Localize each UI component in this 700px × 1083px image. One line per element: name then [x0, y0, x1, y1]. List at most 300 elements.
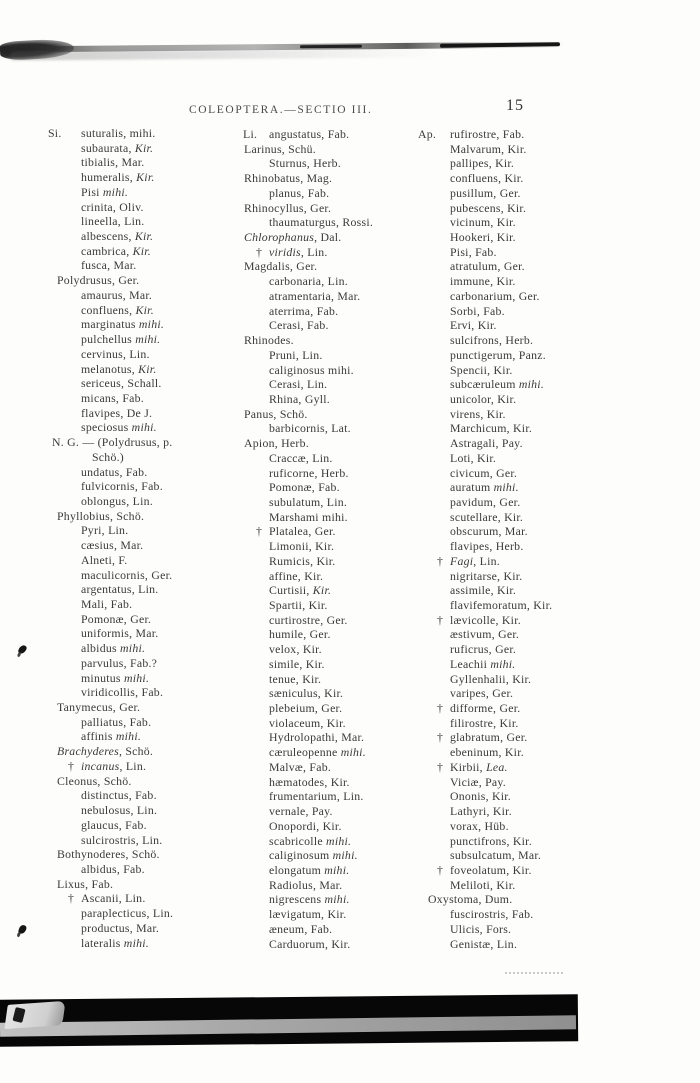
taxon-text: pallipes, Kir.: [450, 156, 515, 171]
taxon-line: [418, 259, 668, 274]
taxon-line: [418, 318, 668, 333]
taxon-line: [418, 878, 668, 893]
taxon-line: [48, 553, 240, 568]
taxon-text: paraplecticus, Lin.: [81, 906, 174, 921]
taxon-line: [418, 554, 668, 569]
taxon-line: [418, 201, 668, 216]
taxon-line: [48, 597, 240, 612]
taxon-line: [418, 245, 668, 260]
taxon-line: [243, 348, 423, 363]
taxon-line: [418, 274, 668, 289]
taxon-line: [243, 186, 423, 201]
taxon-text: elongatum: [269, 862, 325, 877]
taxon-text: fuscirostris, Fab.: [450, 907, 534, 922]
taxon-text: Pyri, Lin.: [81, 523, 129, 538]
taxon-line: [243, 407, 423, 422]
taxon-text: glaucus, Fab.: [81, 817, 147, 832]
ink-speck: [17, 644, 27, 655]
dagger-mark: †: [68, 758, 75, 773]
taxon-text: affinis: [81, 729, 116, 744]
taxon-text: nebulosus, Lin.: [81, 803, 158, 818]
taxon-line: [418, 775, 668, 790]
taxon-text: parvulus, Fab.?: [81, 655, 158, 670]
taxon-line: [418, 819, 668, 834]
taxon-text: albescens,: [81, 229, 135, 244]
taxon-text: sulcirostris, Lin.: [81, 832, 163, 847]
taxon-line: [48, 921, 240, 936]
taxon-text: carbonarium, Ger.: [450, 288, 540, 303]
page-header-title: COLEOPTERA.—SECTIO III.: [189, 104, 373, 116]
taxon-line: [243, 363, 423, 378]
scan-dotted-marks: [505, 972, 563, 976]
taxon-text: sulcifrons, Herb.: [450, 333, 534, 348]
taxon-text-italic: Kir.: [132, 243, 152, 258]
taxon-text: , Dal.: [314, 230, 342, 245]
taxon-line: [418, 510, 668, 525]
taxon-text: difforme, Ger.: [450, 701, 521, 716]
taxon-line: [48, 126, 240, 141]
taxon-line: [418, 937, 668, 952]
taxon-text-italic: Lea.: [486, 759, 508, 774]
taxon-line: [243, 583, 423, 598]
taxon-line: [48, 450, 240, 465]
taxon-text: Sturnus, Herb.: [269, 156, 341, 171]
taxon-text: Malvarum, Kir.: [450, 141, 527, 156]
taxon-text: virens, Kir.: [450, 406, 506, 421]
taxon-text-italic: mihi.: [102, 184, 129, 199]
taxon-text-italic: Kir.: [312, 583, 332, 598]
genus-abbreviation: Ap.: [418, 127, 437, 141]
taxon-line: [243, 421, 423, 436]
taxon-line: [48, 288, 240, 303]
taxon-text: subsulcatum, Mar.: [450, 848, 542, 863]
taxon-line: [48, 391, 240, 406]
taxon-text: Gyllenhalii, Kir.: [450, 671, 532, 686]
taxon-text: humeralis,: [81, 170, 137, 185]
taxon-line: [418, 672, 668, 687]
taxon-text: atramentaria, Mar.: [269, 288, 361, 303]
taxon-text: curtirostre, Ger.: [269, 612, 348, 627]
taxon-line: [48, 229, 240, 244]
taxon-text: Genistæ, Lin.: [450, 936, 518, 951]
taxon-text: Pomonæ, Ger.: [81, 611, 152, 626]
taxon-text: vicinum, Kir.: [450, 215, 516, 230]
taxon-line: [48, 744, 240, 759]
taxon-line: [48, 141, 240, 156]
taxon-line: [48, 788, 240, 803]
taxon-line: [48, 671, 240, 686]
taxon-text: atratulum, Ger.: [450, 259, 525, 274]
taxon-text: , Lin.: [119, 758, 147, 773]
taxon-text: filirostre, Kir.: [450, 715, 519, 730]
taxon-line: [418, 289, 668, 304]
taxon-text-italic: mihi.: [490, 656, 516, 671]
taxon-line: [243, 672, 423, 687]
taxon-text: frumentarium, Lin.: [269, 789, 364, 804]
taxon-line: [48, 729, 240, 744]
taxon-line: [418, 613, 668, 628]
taxon-line: [243, 171, 423, 186]
taxon-line: [418, 686, 668, 701]
taxon-text: confluens, Kir.: [450, 171, 524, 186]
taxon-text: nigrescens: [269, 892, 325, 907]
taxon-line: [418, 804, 668, 819]
taxon-line: [418, 480, 668, 495]
taxon-text: pavidum, Ger.: [450, 494, 521, 509]
taxon-text: Loti, Kir.: [450, 450, 497, 465]
taxon-text-italic: Kir.: [135, 302, 154, 317]
taxon-text-italic: mihi.: [135, 332, 161, 347]
taxon-line: [243, 686, 423, 701]
taxon-line: [243, 156, 423, 171]
taxon-line: [418, 569, 668, 584]
taxon-text: Cerasi, Fab.: [269, 318, 329, 333]
taxon-text: plebeium, Ger.: [269, 701, 343, 716]
taxon-text: distinctus, Fab.: [81, 788, 157, 803]
taxon-text: tibialis, Mar.: [81, 155, 145, 170]
taxon-text: , Lin.: [473, 553, 501, 568]
taxon-text: Rhinocyllus, Ger.: [244, 200, 332, 215]
taxon-line: [243, 436, 423, 451]
taxon-text: pusillum, Ger.: [450, 185, 521, 200]
taxon-line: [48, 273, 240, 288]
taxon-line: [48, 200, 240, 215]
taxon-line: [48, 523, 240, 538]
taxon-text: Phyllobius, Schö.: [57, 508, 145, 523]
taxon-line: [418, 142, 668, 157]
taxon-line: [48, 612, 240, 627]
taxon-text: Tanymecus, Ger.: [57, 700, 141, 715]
taxon-line: [243, 922, 423, 937]
taxon-line: [48, 700, 240, 715]
taxon-text: Platalea, Ger.: [269, 524, 336, 539]
taxon-text: lineella, Lin.: [81, 214, 145, 229]
taxon-text: nigritarse, Kir.: [450, 568, 523, 583]
taxon-line: [243, 466, 423, 481]
taxon-line: [48, 626, 240, 641]
taxon-text: Radiolus, Mar.: [269, 877, 343, 892]
genus-abbreviation: Si.: [48, 126, 62, 140]
taxon-line: [243, 569, 423, 584]
taxon-text: caliginosum: [269, 848, 333, 863]
taxon-line: [418, 627, 668, 642]
taxon-text: undatus, Fab.: [81, 464, 148, 479]
taxon-text-italic: mihi.: [340, 745, 366, 760]
taxon-text: speciosus: [81, 420, 132, 435]
taxon-text: suturalis, mihi.: [81, 126, 156, 140]
taxon-text: viridicollis, Fab.: [81, 685, 164, 700]
taxon-text: Oxystoma, Dum.: [428, 892, 513, 907]
taxon-line: [418, 716, 668, 731]
taxon-line: [243, 878, 423, 893]
taxon-text: humile, Ger.: [269, 627, 331, 642]
taxon-text: Carduorum, Kir.: [269, 936, 351, 951]
taxon-line: [243, 127, 423, 142]
taxon-text: aterrima, Fab.: [269, 303, 339, 318]
taxon-text: marginatus: [81, 317, 139, 332]
taxon-line: [243, 775, 423, 790]
taxon-line: [243, 377, 423, 392]
dagger-mark: †: [68, 891, 75, 906]
taxon-text: N. G. — (Polydrusus, p.: [52, 435, 173, 450]
taxon-line: [243, 480, 423, 495]
taxon-text-italic: Kir.: [138, 361, 157, 376]
taxon-line: [418, 215, 668, 230]
taxon-text: Rhina, Gyll.: [269, 391, 330, 406]
taxon-text: obscurum, Mar.: [450, 524, 528, 539]
taxon-text: foveolatum, Kir.: [450, 862, 532, 877]
taxon-line: [243, 937, 423, 952]
taxon-line: [243, 142, 423, 157]
taxon-text: vernale, Pay.: [269, 804, 333, 819]
taxon-line: [48, 833, 240, 848]
taxon-text: palliatus, Fab.: [81, 714, 152, 729]
taxon-text: Pomonæ, Fab.: [269, 480, 340, 495]
taxon-text: , Lin.: [300, 244, 328, 259]
taxon-line: [243, 834, 423, 849]
taxon-text: vorax, Hüb.: [450, 818, 509, 833]
taxon-line: [48, 774, 240, 789]
taxon-text: lateralis: [81, 935, 124, 950]
taxon-text: cæruleopenne: [269, 745, 341, 760]
taxon-line: [243, 201, 423, 216]
taxon-text: Magdalis, Ger.: [244, 259, 318, 274]
taxon-line: [48, 406, 240, 421]
taxon-line: [48, 656, 240, 671]
taxon-line: [418, 598, 668, 613]
taxon-line: [243, 819, 423, 834]
taxon-line: [418, 760, 668, 775]
taxon-text: Craccæ, Lin.: [269, 450, 333, 465]
taxon-line: [243, 701, 423, 716]
ink-speck: [18, 924, 27, 935]
taxon-text-italic: mihi.: [115, 729, 142, 744]
page-number: 15: [506, 97, 524, 114]
taxon-line: [418, 186, 668, 201]
taxon-line: [243, 554, 423, 569]
taxon-text-italic: Brachyderes: [57, 744, 119, 759]
taxon-text: confluens,: [81, 302, 136, 317]
taxon-text: fusca, Mar.: [81, 258, 137, 273]
taxon-text: cæsius, Mar.: [81, 538, 144, 553]
taxon-text: Cleonus, Schö.: [57, 773, 132, 788]
taxon-line: [48, 170, 240, 185]
taxa-column-1: [48, 126, 240, 950]
taxon-line: [243, 259, 423, 274]
taxon-text: cambrica,: [81, 243, 133, 258]
taxon-line: [418, 701, 668, 716]
taxon-text: sericeus, Schall.: [81, 376, 162, 391]
taxon-text: Ervi, Kir.: [450, 318, 497, 333]
taxon-text: Kirbii,: [450, 759, 487, 774]
taxon-text: hæmatodes, Kir.: [269, 774, 350, 789]
taxon-line: [418, 495, 668, 510]
taxon-line: [418, 922, 668, 937]
taxon-line: [243, 510, 423, 525]
taxon-line: [418, 848, 668, 863]
taxon-text: lævigatum, Kir.: [269, 907, 347, 922]
taxon-text: Rhinobatus, Mag.: [244, 171, 333, 186]
taxon-line: [243, 613, 423, 628]
taxon-text-italic: Kir.: [136, 170, 155, 185]
taxon-text: violaceum, Kir.: [269, 715, 346, 730]
taxon-text: subcæruleum: [450, 377, 519, 392]
taxon-text: uniformis, Mar.: [81, 626, 159, 641]
taxon-text: Lathyri, Kir.: [450, 804, 512, 819]
taxon-line: [243, 230, 423, 245]
taxon-text: cervinus, Lin.: [81, 346, 150, 361]
taxon-text: Astragali, Pay.: [450, 436, 523, 451]
taxon-text: micans, Fab.: [81, 390, 144, 405]
taxon-line: [243, 289, 423, 304]
taxon-text: velox, Kir.: [269, 642, 322, 657]
taxon-text: Alneti, F.: [81, 552, 128, 567]
taxon-line: [243, 642, 423, 657]
taxon-line: [243, 598, 423, 613]
taxon-text: Cerasi, Lin.: [269, 377, 328, 392]
taxon-line: [243, 716, 423, 731]
taxon-line: [48, 303, 240, 318]
taxon-line: [48, 641, 240, 656]
taxon-text: Marshami mihi.: [269, 509, 348, 524]
taxon-line: [418, 789, 668, 804]
taxon-text: rufirostre, Fab.: [450, 127, 525, 141]
taxon-text: Curtisii,: [269, 583, 313, 598]
taxon-line: [48, 877, 240, 892]
taxon-text: scutellare, Kir.: [450, 509, 524, 524]
taxon-text-italic: mihi.: [138, 317, 165, 332]
taxon-line: [48, 465, 240, 480]
taxon-text: Mali, Fab.: [81, 597, 133, 611]
taxon-line: [243, 789, 423, 804]
scan-smear-dash: [300, 45, 362, 49]
taxon-line: [48, 891, 240, 906]
taxon-text-italic: mihi.: [324, 862, 350, 877]
taxon-text: minutus: [81, 670, 124, 685]
taxon-text: Apion, Herb.: [244, 436, 309, 451]
taxon-line: [243, 627, 423, 642]
taxon-text: scabricolle: [269, 833, 327, 848]
taxa-column-3: [418, 127, 668, 951]
taxa-column-2: [243, 127, 423, 951]
taxon-line: [243, 892, 423, 907]
taxon-line: [48, 759, 240, 774]
taxon-text: Polydrusus, Ger.: [57, 273, 140, 288]
taxon-text-italic: incanus: [81, 758, 120, 773]
taxon-line: [48, 936, 240, 951]
taxon-line: [418, 421, 668, 436]
taxon-text-italic: mihi.: [518, 377, 545, 392]
taxon-line: [243, 524, 423, 539]
taxon-line: [48, 376, 240, 391]
taxon-text: Ononis, Kir.: [450, 789, 512, 804]
taxon-text: ebeninum, Kir.: [450, 745, 524, 760]
taxon-text-italic: mihi.: [123, 670, 150, 685]
taxon-text: æneum, Fab.: [269, 921, 333, 936]
taxon-line: [48, 715, 240, 730]
taxon-text: Ascanii, Lin.: [81, 891, 146, 906]
taxon-text-italic: Kir.: [134, 140, 154, 155]
taxon-text: angustatus, Fab.: [269, 127, 350, 141]
taxon-text: argentatus, Lin.: [81, 582, 159, 597]
taxon-text-italic: mihi.: [131, 420, 157, 435]
taxon-text: civicum, Ger.: [450, 465, 518, 480]
taxon-text: tenue, Kir.: [269, 671, 322, 686]
taxon-text: sæniculus, Kir.: [269, 686, 344, 701]
taxon-line: [243, 760, 423, 775]
taxon-line: [418, 392, 668, 407]
taxon-text: lævicolle, Kir.: [450, 612, 521, 627]
taxon-text-italic: mihi.: [123, 935, 149, 950]
taxon-line: [243, 274, 423, 289]
taxon-line: [48, 317, 240, 332]
taxon-line: [48, 847, 240, 862]
taxon-line: [418, 466, 668, 481]
taxon-line: [418, 524, 668, 539]
dagger-mark: †: [256, 524, 263, 539]
taxon-line: [418, 642, 668, 657]
taxon-line: [418, 304, 668, 319]
taxon-text: fulvicornis, Fab.: [81, 479, 163, 494]
taxon-line: [243, 318, 423, 333]
taxon-line: [48, 906, 240, 921]
taxon-line: [418, 892, 668, 907]
taxon-line: [48, 258, 240, 273]
taxon-text: immune, Kir.: [450, 274, 516, 289]
taxon-text: æstivum, Ger.: [450, 627, 520, 642]
taxon-text: barbicornis, Lat.: [269, 421, 351, 436]
taxon-line: [48, 538, 240, 553]
taxon-line: [48, 479, 240, 494]
taxon-text: Larinus, Schü.: [244, 141, 316, 156]
taxon-line: [243, 848, 423, 863]
taxon-line: [48, 494, 240, 509]
taxon-text: Sorbi, Fab.: [450, 303, 505, 318]
taxon-line: [418, 730, 668, 745]
taxon-text: subaurata,: [81, 140, 135, 155]
taxon-text: ruficorne, Herb.: [269, 465, 349, 480]
taxon-text: assimile, Kir.: [450, 583, 517, 598]
taxon-text: Rhinodes.: [244, 333, 294, 348]
taxon-text: caliginosus mihi.: [269, 362, 354, 377]
taxon-text: ruficrus, Ger.: [450, 642, 517, 657]
taxon-text-italic: mihi.: [120, 641, 146, 656]
taxon-text: Pisi: [81, 184, 103, 199]
dagger-mark: †: [437, 701, 444, 716]
taxon-text: simile, Kir.: [269, 656, 325, 671]
taxon-text: maculicornis, Ger.: [81, 567, 173, 582]
taxon-line: [418, 407, 668, 422]
taxon-line: [48, 214, 240, 229]
taxon-text-italic: mihi.: [324, 892, 350, 907]
taxon-line: [243, 745, 423, 760]
taxon-line: [243, 804, 423, 819]
taxon-text: affine, Kir.: [269, 568, 324, 583]
taxon-line: [418, 657, 668, 672]
taxon-line: [48, 509, 240, 524]
taxon-text: oblongus, Lin.: [81, 493, 153, 508]
taxon-text: Bothynoderes, Schö.: [57, 847, 160, 862]
taxon-text-italic: Kir.: [134, 229, 154, 244]
taxon-text: flavipes, Herb.: [450, 539, 524, 554]
taxon-line: [48, 332, 240, 347]
taxon-line: [418, 230, 668, 245]
taxon-line: [418, 451, 668, 466]
dagger-mark: †: [437, 759, 444, 774]
taxon-line: [418, 907, 668, 922]
taxon-line: [418, 863, 668, 878]
scan-smear-haze: [10, 48, 440, 60]
